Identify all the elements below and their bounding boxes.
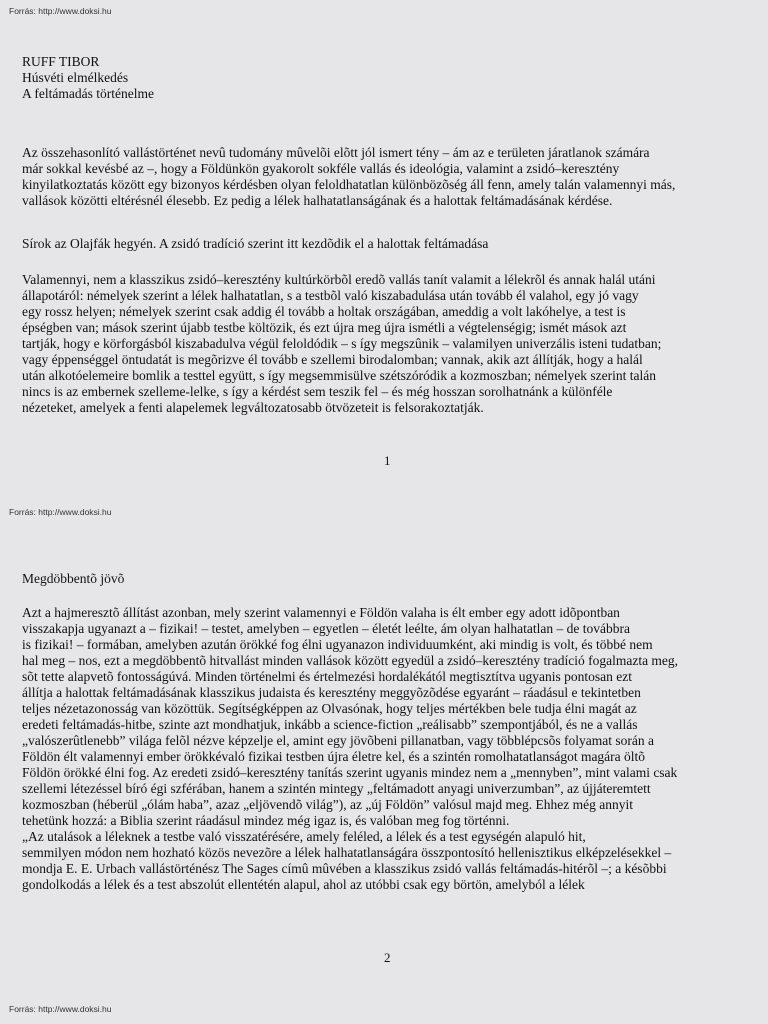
document-title: A feltámadás történelme	[22, 86, 154, 101]
document-subtitle: Húsvéti elmélkedés	[22, 70, 129, 85]
page-number-1: 1	[384, 453, 391, 468]
author-name: RUFF TIBOR	[22, 54, 100, 69]
section-heading: Megdöbbentõ jövõ	[22, 571, 125, 586]
document-header	[22, 54, 757, 102]
page1-paragraph-intro: Az összehasonlító vallástörténet nevû tudomány mûvelõi elõtt jól ismert tény – ám az e területen járatlanok számára már sokkal kevésbé az –, hogy a Földünkön gyakorolt sokféle vallás és ideológia, valamint a zsidó–keresztény kinyilatkoztatás között egy bizonyos kérdésben olyan feloldhatatlan különbözõség áll fenn, amely talán valamennyi más, vallások közötti eltérésnél élesebb. Ez pedig a lélek halhatatlanságának és a halottak feltámadásának kérdése.	[22, 145, 676, 208]
source-label-top: Forrás: http://www.doksi.hu	[9, 6, 112, 16]
page1-paragraph-views: Valamennyi, nem a klasszikus zsidó–keresztény kultúrkörbõl eredõ vallás tanít valamit a lélekrõl és annak halál utáni állapotáról: némelyek szerint a lélek halhatatlan, s a testbõl való kiszabadulása után tovább él valahol, egy jó vagy egy rossz helyen; némelyek szerint csak addig él tovább a holtak országában, ameddig a volt lakóhelye, a test is épségben van; mások szerint újabb testbe költözik, és ezt újra meg újra ismétli a végtelenségig; ismét mások azt tartják, hogy e körforgásból kiszabadulva végül feloldódik – s így megszûnik – valamilyen univerzális isteni tudatban; vagy éppenséggel öntudatát is megõrizve él tovább e szellemi birodalomban; vannak, akik azt állítják, hogy a halál után alkotóelemeire bomlik a testtel együtt, s így megsemmisülve szétszóródik a kozmoszban; némelyek szerint talán nincs is az embernek szelleme-lelke, s így a kérdést sem teszik fel – és még hosszan sorolhatnánk a különféle nézeteket, amelyek a fenti alapelemek legváltozatosabb ötvözeteit is felsorakoztatják.	[22, 272, 662, 415]
page-number-2: 2	[384, 950, 391, 965]
page1-image-caption: Sírok az Olajfák hegyén. A zsidó tradíció szerint itt kezdõdik el a halottak feltámadása	[22, 236, 489, 251]
source-label-bottom: Forrás: http://www.doksi.hu	[9, 1004, 112, 1014]
source-label-middle: Forrás: http://www.doksi.hu	[9, 507, 112, 517]
page2-paragraph-main: Azt a hajmeresztõ állítást azonban, mely szerint valamennyi e Földön valaha is élt ember egy adott idõpontban visszakapja ugyanazt a – fizikai! – testet, amelyben – egyetlen – életét leélte, ám olyan halhatatlan – de továbbra is fizikai! – formában, amelyben azután örökké fog élni ugyanazon individuumként, aki mindig is volt, és többé nem hal meg – nos, ezt a megdöbbentõ hitvallást minden vallások között egyedül a zsidó–keresztény tradíció fogalmazta meg, sõt tette alapvetõ fontosságúvá. Minden történelmi és értelmezési hordalékától megtisztítva ugyanis pontosan ezt állítja a halottak feltámadásának klasszikus judaista és keresztény meggyõzõdése egyaránt – ráadásul e tekintetben teljes nézetazonosság van közöttük. Segítségképpen az Olvasónak, hogy teljes mértékben bele tudja élni magát az eredeti feltámadás-hitbe, szinte azt mondhatjuk, inkább a science-fiction „reálisabb” szempontjából, és ne a vallás „valószerûtlenebb” világa felõl nézve képzelje el, amint egy jövõbeni pillanatban, vagy többlépcsõs folyamat során a Földön élt valamennyi ember örökkévaló fizikai testben újra életre kel, és a szintén romolhatatlanságot magára öltõ Földön örökké élni fog. Az eredeti zsidó–keresztény tanítás szerint ugyanis mindez nem a „mennyben”, mint valami csak szellemi létezéssel bíró égi szférában, hanem a szintén mintegy „feltámadott anyagi univerzumban”, az újjáteremtett kozmoszban (héberül „ólám haba”, azaz „eljövendõ világ”), az „új Földön” valósul majd meg. Ehhez még annyit tehetünk hozzá: a Biblia szerint ráadásul mindez még igaz is, és valóban meg fog történni. „Az utalások a léleknek a testbe való visszatérésére, amely feléled, a lélek és a test egységén alapuló hit, semmilyen módon nem hozható közös nevezõre a lélek halhatatlanságára összpontosító hellenisztikus elképzelésekkel – mondja E. E. Urbach vallástörténész The Sages címû mûvében a klasszikus zsidó vallás feltámadás-hitérõl –; a késõbbi gondolkodás a lélek és a test abszolút ellentétén alapul, ahol az utóbbi csak egy börtön, amelyból a lélek	[22, 605, 679, 892]
